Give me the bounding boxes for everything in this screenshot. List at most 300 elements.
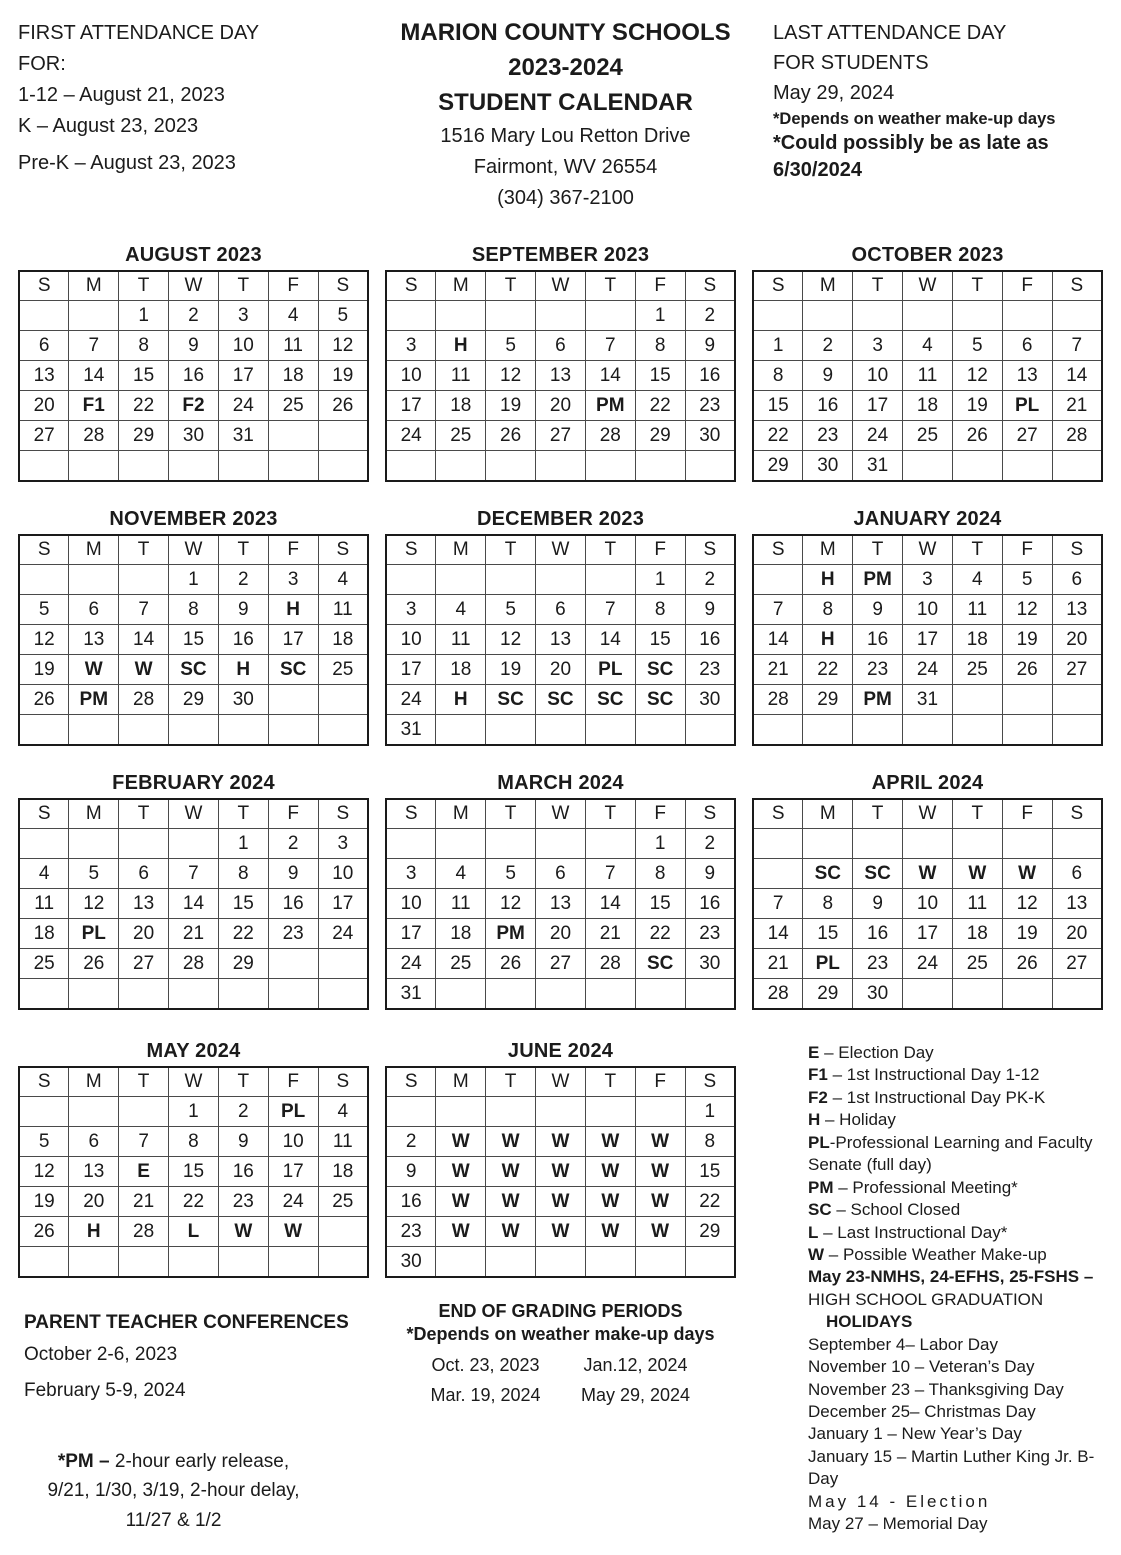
day-cell: 20 <box>1052 625 1102 655</box>
day-cell <box>69 715 119 746</box>
day-cell <box>386 1097 436 1127</box>
legend-item <box>808 1199 1103 1221</box>
day-cell: 28 <box>119 1217 169 1247</box>
day-cell: 4 <box>436 859 486 889</box>
day-cell: 9 <box>386 1157 436 1187</box>
weekday-header: S <box>318 535 368 565</box>
day-cell: 18 <box>436 919 486 949</box>
day-cell: 11 <box>436 889 486 919</box>
day-cell: 23 <box>803 421 853 451</box>
day-cell: 26 <box>69 949 119 979</box>
day-cell <box>69 829 119 859</box>
week-row <box>19 1097 368 1127</box>
day-cell: 14 <box>753 919 803 949</box>
day-cell: 6 <box>536 859 586 889</box>
first-attendance-line: K – August 23, 2023 <box>18 115 199 137</box>
day-cell: 7 <box>585 331 635 361</box>
day-cell: SC <box>536 685 586 715</box>
month-table <box>385 1066 736 1278</box>
weekday-header: T <box>952 799 1002 829</box>
day-cell <box>585 1247 635 1278</box>
legend-text: – Election Day <box>819 1043 934 1062</box>
day-cell: 11 <box>318 595 368 625</box>
day-cell <box>268 1247 318 1278</box>
day-cell: 18 <box>436 391 486 421</box>
day-cell: H <box>436 685 486 715</box>
day-cell <box>69 1247 119 1278</box>
day-cell: 14 <box>69 361 119 391</box>
day-cell <box>486 1247 536 1278</box>
day-cell: 21 <box>1052 391 1102 421</box>
day-cell: 2 <box>268 829 318 859</box>
month-title: DECEMBER 2023 <box>476 508 645 530</box>
day-cell: 10 <box>386 361 436 391</box>
day-cell <box>753 829 803 859</box>
day-cell <box>318 715 368 746</box>
month-table <box>18 270 369 482</box>
day-cell: 26 <box>1002 949 1052 979</box>
day-cell: 5 <box>19 595 69 625</box>
weekday-header: T <box>952 535 1002 565</box>
day-cell <box>803 301 853 331</box>
day-cell <box>536 979 586 1010</box>
day-cell <box>903 451 953 482</box>
day-cell: 15 <box>635 361 685 391</box>
week-row <box>386 1097 735 1127</box>
week-row <box>753 655 1102 685</box>
day-cell: 20 <box>536 919 586 949</box>
day-cell <box>218 1247 268 1278</box>
day-cell: 3 <box>853 331 903 361</box>
day-cell: 24 <box>218 391 268 421</box>
day-cell: 25 <box>19 949 69 979</box>
day-cell: W <box>635 1157 685 1187</box>
day-cell: 25 <box>268 391 318 421</box>
weekday-header: W <box>169 271 219 301</box>
parent-teacher-conferences <box>18 1310 369 1409</box>
calendar-title: STUDENT CALENDAR <box>438 88 693 116</box>
day-cell: 17 <box>386 391 436 421</box>
day-cell: 25 <box>318 655 368 685</box>
day-cell <box>69 301 119 331</box>
day-cell: W <box>952 859 1002 889</box>
week-row <box>19 1127 368 1157</box>
day-cell: 30 <box>386 1247 436 1278</box>
day-cell <box>853 715 903 746</box>
month-calendar <box>752 244 1103 482</box>
legend-text: – 1st Instructional Day 1-12 <box>827 1065 1040 1085</box>
week-row <box>386 421 735 451</box>
day-cell: 1 <box>169 565 219 595</box>
day-cell: 25 <box>952 949 1002 979</box>
day-cell: 21 <box>119 1187 169 1217</box>
day-cell <box>486 565 536 595</box>
day-cell <box>119 829 169 859</box>
day-cell <box>585 1097 635 1127</box>
legend-text: – Holiday <box>820 1110 896 1130</box>
day-cell <box>436 979 486 1010</box>
week-row <box>386 301 735 331</box>
day-cell: 4 <box>268 301 318 331</box>
school-year: 2023-2024 <box>508 53 623 81</box>
month-table <box>752 270 1103 482</box>
day-cell: 12 <box>486 625 536 655</box>
weekday-header: S <box>318 799 368 829</box>
day-cell <box>1052 979 1102 1010</box>
month-table <box>385 798 736 1010</box>
weekday-header: W <box>536 1067 586 1097</box>
day-cell <box>436 1247 486 1278</box>
weekday-header: M <box>69 1067 119 1097</box>
weekday-header: F <box>268 799 318 829</box>
day-cell: 16 <box>685 889 735 919</box>
day-cell: 2 <box>803 331 853 361</box>
day-cell: W <box>436 1127 486 1157</box>
day-cell <box>218 979 268 1010</box>
weekday-header: S <box>318 1067 368 1097</box>
day-cell: 18 <box>952 919 1002 949</box>
day-cell: 9 <box>218 595 268 625</box>
day-cell: 22 <box>169 1187 219 1217</box>
day-cell: 7 <box>585 595 635 625</box>
day-cell: 14 <box>169 889 219 919</box>
weekday-header: M <box>69 799 119 829</box>
month-calendar <box>385 508 736 746</box>
day-cell <box>585 565 635 595</box>
week-row <box>19 685 368 715</box>
day-cell <box>1052 451 1102 482</box>
day-cell: 1 <box>169 1097 219 1127</box>
day-cell: 4 <box>903 331 953 361</box>
day-cell: 26 <box>486 949 536 979</box>
weekday-header: T <box>853 535 903 565</box>
day-cell <box>585 715 635 746</box>
legend-text: – Last Instructional Day* <box>818 1222 1008 1242</box>
day-cell <box>318 949 368 979</box>
day-cell: 18 <box>903 391 953 421</box>
day-cell: 6 <box>119 859 169 889</box>
weekday-header-row <box>753 271 1102 301</box>
day-cell: W <box>585 1127 635 1157</box>
day-cell: W <box>486 1157 536 1187</box>
day-cell: 7 <box>119 1127 169 1157</box>
day-cell <box>268 979 318 1010</box>
day-cell <box>903 301 953 331</box>
legend-key: PL <box>808 1132 830 1152</box>
day-cell: 12 <box>19 1157 69 1187</box>
week-row <box>753 715 1102 746</box>
day-cell: 16 <box>803 391 853 421</box>
day-cell: 19 <box>952 391 1002 421</box>
day-cell: 30 <box>685 949 735 979</box>
day-cell: 1 <box>635 565 685 595</box>
weekday-header: S <box>685 535 735 565</box>
day-cell <box>585 301 635 331</box>
day-cell: 12 <box>19 625 69 655</box>
day-cell: 23 <box>685 919 735 949</box>
day-cell: W <box>903 859 953 889</box>
day-cell: 11 <box>436 625 486 655</box>
ptc-line: February 5-9, 2024 <box>24 1379 186 1401</box>
day-cell: 2 <box>386 1127 436 1157</box>
day-cell: SC <box>635 655 685 685</box>
day-cell <box>1052 301 1102 331</box>
day-cell: 15 <box>169 1157 219 1187</box>
day-cell: 30 <box>803 451 853 482</box>
day-cell <box>536 1247 586 1278</box>
weekday-header: T <box>853 271 903 301</box>
week-row <box>19 1217 368 1247</box>
weekday-header-row <box>753 799 1102 829</box>
day-cell: 22 <box>218 919 268 949</box>
day-cell: 27 <box>536 949 586 979</box>
legend-item <box>808 1177 1103 1199</box>
bottom-section <box>18 1040 1103 1536</box>
month-calendar <box>385 244 736 482</box>
weekday-header: W <box>169 535 219 565</box>
day-cell <box>119 979 169 1010</box>
day-cell: W <box>536 1157 586 1187</box>
weekday-header: S <box>685 799 735 829</box>
weekday-header-row <box>19 1067 368 1097</box>
month-title: NOVEMBER 2023 <box>109 508 278 530</box>
day-cell <box>1002 715 1052 746</box>
day-cell <box>119 1247 169 1278</box>
day-cell: 26 <box>1002 655 1052 685</box>
day-cell: 11 <box>268 331 318 361</box>
day-cell: 29 <box>803 685 853 715</box>
week-row <box>19 859 368 889</box>
ptc-line: October 2-6, 2023 <box>24 1343 178 1365</box>
day-cell <box>952 829 1002 859</box>
weekday-header: S <box>753 535 803 565</box>
day-cell: 25 <box>436 949 486 979</box>
day-cell <box>268 685 318 715</box>
day-cell: 29 <box>685 1217 735 1247</box>
day-cell: 23 <box>685 655 735 685</box>
day-cell <box>952 451 1002 482</box>
day-cell: 31 <box>853 451 903 482</box>
day-cell: 8 <box>635 331 685 361</box>
day-cell: H <box>803 625 853 655</box>
legend-item <box>808 1042 1103 1064</box>
holiday-item: November 23 – Thanksgiving Day <box>808 1379 1064 1399</box>
week-row <box>753 421 1102 451</box>
day-cell: 24 <box>903 655 953 685</box>
day-cell: 3 <box>386 331 436 361</box>
day-cell: 19 <box>19 655 69 685</box>
first-attendance-title-line2: FOR: <box>18 53 66 75</box>
day-cell: L <box>169 1217 219 1247</box>
grading-date: Oct. 23, 2023 <box>431 1354 540 1375</box>
month-table <box>752 798 1103 1010</box>
day-cell: 10 <box>218 331 268 361</box>
weekday-header: T <box>585 799 635 829</box>
day-cell <box>119 451 169 482</box>
month-calendar <box>752 772 1103 1010</box>
day-cell: 3 <box>386 595 436 625</box>
day-cell: 20 <box>536 655 586 685</box>
legend-key: W <box>808 1244 825 1264</box>
ptc-title: PARENT TEACHER CONFERENCES <box>24 1312 349 1333</box>
day-cell: 23 <box>386 1217 436 1247</box>
june-slot <box>385 1040 736 1278</box>
day-cell: 6 <box>1002 331 1052 361</box>
day-cell: 5 <box>486 859 536 889</box>
weekday-header: F <box>1002 271 1052 301</box>
day-cell: 16 <box>218 625 268 655</box>
last-attendance-date: May 29, 2024 <box>773 82 895 104</box>
day-cell: 25 <box>952 655 1002 685</box>
week-row <box>386 1217 735 1247</box>
week-row <box>386 595 735 625</box>
day-cell: 10 <box>853 361 903 391</box>
day-cell: 22 <box>685 1187 735 1217</box>
week-row <box>19 979 368 1010</box>
month-title: JUNE 2024 <box>507 1040 614 1062</box>
day-cell <box>1052 715 1102 746</box>
day-cell <box>753 301 803 331</box>
weekday-header: W <box>536 271 586 301</box>
last-attendance-block <box>773 12 1103 230</box>
month-table <box>18 798 369 1010</box>
day-cell <box>952 685 1002 715</box>
day-cell: 8 <box>685 1127 735 1157</box>
weekday-header: F <box>635 271 685 301</box>
weekday-header-row <box>386 799 735 829</box>
weekday-header: M <box>436 271 486 301</box>
months-grid <box>18 244 1103 1010</box>
grading-dates <box>411 1355 711 1406</box>
day-cell: 8 <box>803 595 853 625</box>
week-row <box>753 949 1102 979</box>
weekday-header-row <box>19 535 368 565</box>
day-cell: 14 <box>585 625 635 655</box>
day-cell: 17 <box>318 889 368 919</box>
week-row <box>753 859 1102 889</box>
legend-item <box>808 1266 1103 1311</box>
month-calendar <box>385 1040 736 1278</box>
legend-key: F2 <box>808 1087 828 1107</box>
day-cell: 21 <box>585 919 635 949</box>
day-cell: 16 <box>685 361 735 391</box>
day-cell: 28 <box>753 685 803 715</box>
holiday-item: January 1 – New Year’s Day <box>808 1424 1022 1444</box>
day-cell: 2 <box>685 565 735 595</box>
holiday-item: May 14 - Election <box>808 1491 991 1511</box>
weekday-header-row <box>19 799 368 829</box>
day-cell: W <box>69 655 119 685</box>
weekday-header: T <box>585 1067 635 1097</box>
day-cell <box>386 451 436 482</box>
day-cell <box>318 451 368 482</box>
day-cell <box>585 829 635 859</box>
day-cell <box>436 301 486 331</box>
weekday-header: S <box>386 1067 436 1097</box>
day-cell: H <box>218 655 268 685</box>
weekday-header: S <box>685 1067 735 1097</box>
day-cell: 29 <box>635 421 685 451</box>
day-cell: 13 <box>1052 889 1102 919</box>
day-cell: 24 <box>386 421 436 451</box>
day-cell: 22 <box>635 391 685 421</box>
week-row <box>386 715 735 746</box>
day-cell: 6 <box>69 595 119 625</box>
day-cell <box>903 829 953 859</box>
week-row <box>386 889 735 919</box>
day-cell: 11 <box>903 361 953 391</box>
day-cell: 6 <box>536 331 586 361</box>
day-cell: SC <box>486 685 536 715</box>
day-cell: 28 <box>585 949 635 979</box>
weekday-header-row <box>19 271 368 301</box>
day-cell: PM <box>69 685 119 715</box>
day-cell: 8 <box>753 361 803 391</box>
legend-key: F1 <box>808 1065 828 1085</box>
day-cell <box>952 715 1002 746</box>
day-cell: H <box>803 565 853 595</box>
day-cell: 17 <box>268 625 318 655</box>
day-cell: 18 <box>318 1157 368 1187</box>
month-calendar <box>18 1040 369 1278</box>
week-row <box>19 829 368 859</box>
day-cell: 22 <box>803 655 853 685</box>
day-cell: 24 <box>318 919 368 949</box>
day-cell: 9 <box>853 595 903 625</box>
day-cell <box>486 829 536 859</box>
weekday-header: F <box>635 799 685 829</box>
page-header <box>18 12 1103 230</box>
day-cell: 4 <box>318 565 368 595</box>
first-attendance-line: Pre-K – August 23, 2023 <box>18 152 236 174</box>
week-row <box>386 829 735 859</box>
week-row <box>19 451 368 482</box>
legend <box>752 1040 1103 1536</box>
grading-periods <box>385 1300 736 1406</box>
month-table <box>385 270 736 482</box>
day-cell: 29 <box>803 979 853 1010</box>
day-cell: 13 <box>69 625 119 655</box>
week-row <box>753 889 1102 919</box>
day-cell: PL <box>268 1097 318 1127</box>
day-cell <box>685 451 735 482</box>
day-cell: 9 <box>218 1127 268 1157</box>
day-cell: 27 <box>536 421 586 451</box>
day-cell <box>486 1097 536 1127</box>
week-row <box>753 391 1102 421</box>
day-cell: 24 <box>853 421 903 451</box>
day-cell <box>318 421 368 451</box>
weekday-header: F <box>268 535 318 565</box>
day-cell: W <box>635 1187 685 1217</box>
day-cell: 19 <box>486 391 536 421</box>
day-cell: 19 <box>1002 625 1052 655</box>
day-cell: 12 <box>69 889 119 919</box>
day-cell: 10 <box>318 859 368 889</box>
day-cell <box>685 979 735 1010</box>
day-cell <box>386 301 436 331</box>
weekday-header: F <box>1002 799 1052 829</box>
day-cell <box>536 565 586 595</box>
day-cell <box>1002 301 1052 331</box>
month-title: JANUARY 2024 <box>853 508 1002 530</box>
day-cell: 3 <box>386 859 436 889</box>
week-row <box>386 391 735 421</box>
day-cell: 11 <box>19 889 69 919</box>
weekday-header: T <box>218 271 268 301</box>
weekday-header: S <box>386 271 436 301</box>
day-cell: 13 <box>119 889 169 919</box>
